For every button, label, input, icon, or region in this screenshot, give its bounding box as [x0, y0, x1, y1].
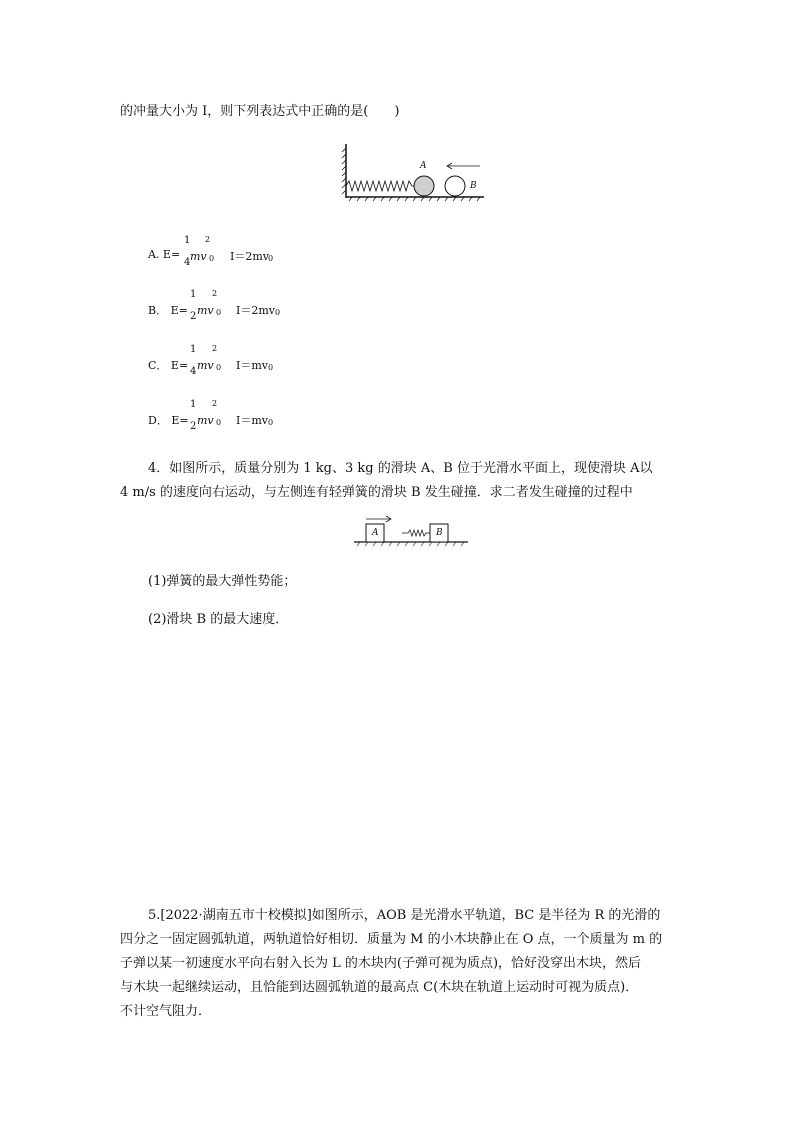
fig1-label-b: B [470, 181, 477, 191]
option-c-prefix: C． E= [148, 359, 189, 372]
option-c-impulse: I＝mv [236, 359, 268, 372]
q5-line-1: 5.[2022·湖南五市十校模拟]如图所示，AOB 是光滑水平轨道，BC 是半径为 R 的光滑的 [148, 908, 661, 923]
option-d-isub: 0 [268, 418, 274, 427]
q5-line-3: 子弹以某一初速度水平向右射入长为 L 的木块内(子弹可视为质点)，恰好没穿出木块，然后 [120, 956, 642, 971]
option-c-sub: 0 [216, 363, 222, 372]
ball-b [445, 176, 465, 196]
option-a-den: 4 [184, 257, 191, 268]
option-b-isub: 0 [275, 308, 281, 317]
option-d-den: 2 [190, 421, 197, 432]
option-d-mv: mv [197, 414, 214, 427]
q4-line-1: 4．如图所示，质量分别为 1 kg、3 kg 的滑块 A、B 位于光滑水平面上，现使滑块 A以 [148, 461, 653, 476]
q4-sub-1: (1)弹簧的最大弹性势能； [148, 574, 297, 589]
option-a-num: 1 [184, 235, 191, 246]
option-a-sub: 0 [209, 254, 215, 263]
q3-stem-tail: 的冲量大小为 I，则下列表达式中正确的是( ) [120, 104, 400, 119]
option-c-mv: mv [197, 359, 214, 372]
q5-line-4: 与木块一起继续运动，且恰能到达圆弧轨道的最高点 C(木块在轨道上运动时可视为质点)． [120, 980, 639, 995]
option-d-prefix: D． E= [148, 414, 189, 427]
option-b-mv: mv [197, 304, 214, 317]
option-a-mv: mv [190, 250, 207, 263]
blocks-spring-figure [352, 514, 470, 548]
option-c-den: 4 [190, 366, 197, 377]
fig2-label-b: B [436, 528, 443, 538]
ball-a [414, 176, 434, 196]
fig2-label-a: A [372, 528, 379, 538]
option-d-impulse: I＝mv [236, 414, 268, 427]
q4-sub-2: (2)滑块 B 的最大速度． [148, 612, 289, 627]
option-d-sub: 0 [216, 418, 222, 427]
option-b-prefix: B． E= [148, 304, 188, 317]
option-a-impulse: I＝2mv [230, 250, 269, 263]
option-c-num: 1 [190, 344, 197, 355]
option-d-num: 1 [190, 399, 197, 410]
option-c-sup: 2 [212, 344, 218, 353]
q4-line-2: 4 m/s 的速度向右运动，与左侧连有轻弹簧的滑块 B 发生碰撞．求二者发生碰撞的过程中 [120, 485, 633, 500]
option-d-sup: 2 [212, 399, 218, 408]
option-b-sup: 2 [212, 289, 218, 298]
option-b-impulse: I＝2mv [236, 304, 275, 317]
option-a-sup: 2 [205, 235, 211, 244]
option-b-sub: 0 [216, 308, 222, 317]
option-c-isub: 0 [268, 363, 274, 372]
fig1-label-a: A [420, 161, 427, 171]
spring-balls-figure [338, 142, 488, 202]
q5-line-5: 不计空气阻力． [120, 1004, 212, 1019]
option-a-prefix: A. E= [148, 248, 181, 261]
q5-line-2: 四分之一固定圆弧轨道，两轨道恰好相切．质量为 M 的小木块静止在 O 点，一个质量为 m 的 [120, 932, 663, 947]
option-b-num: 1 [190, 289, 197, 300]
option-b-den: 2 [190, 311, 197, 322]
option-a-isub: 0 [268, 254, 274, 263]
